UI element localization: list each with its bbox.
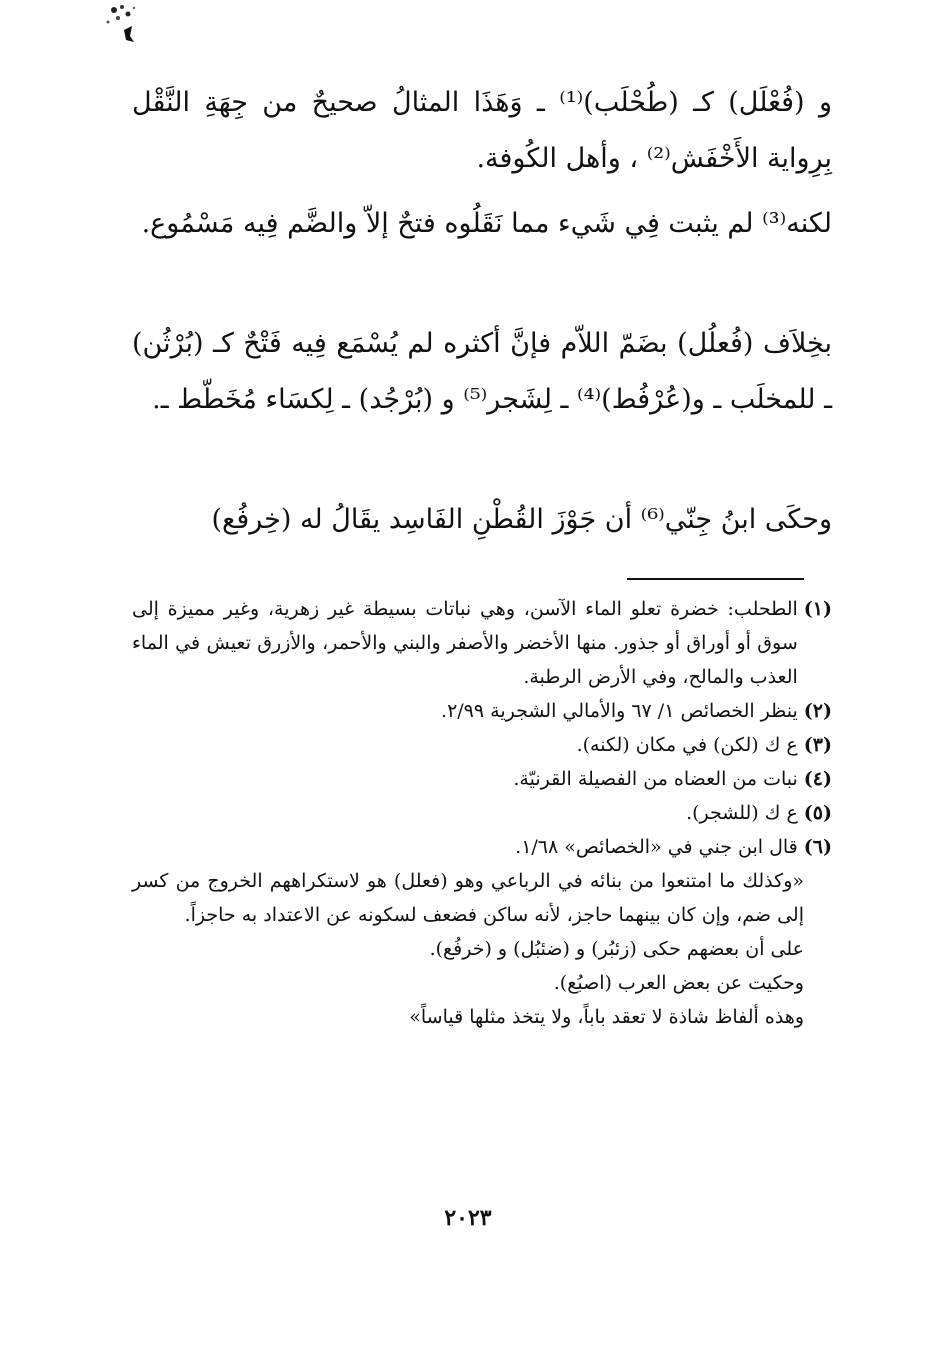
footnote-text: الطحلب: خضرة تعلو الماء الآسن، وهي نباتات بسيطة غير زهرية، وغير مميزة إلى سوق أو أوراق أو جذور. منها الأخضر والأصفر والبني والأحمر، والأزرق تعيش في الماء العذب والمالح، وفي الأرض الرطبة. <box>132 598 798 688</box>
footnote-5 <box>132 796 832 830</box>
footnote-number: (١) <box>803 598 832 620</box>
footnote-number: (٤) <box>803 768 832 790</box>
page-number: ٢٠٢٣ <box>444 1205 492 1231</box>
footnotes-section <box>132 592 832 1034</box>
footnote-4 <box>132 762 832 796</box>
ink-blot-mark <box>100 0 142 48</box>
footnote-number: (٦) <box>803 836 832 858</box>
footnote-2 <box>132 694 832 728</box>
footnote-text: قال ابن جني في «الخصائص» ١/٦٨. <box>515 836 798 858</box>
footnote-3 <box>132 728 832 762</box>
footnote-number: (٣) <box>803 734 832 756</box>
quote-line-1: على أن بعضهم حكى (زئبُر) و (ضئبُل) و (خرفُع). <box>429 938 804 960</box>
body-paragraph-1: و (فُعْلَل) كـ (طُحْلَب)⁽¹⁾ ـ وَهَذَا المثالُ صحيحٌ من جِهَةِ النَّقْل بِرِواية الأَخْفَش⁽²⁾ ، وأهل الكُوفة. <box>132 87 832 174</box>
quote-line-2: وحكيت عن بعض العرب (اصبُع). <box>553 972 804 994</box>
footnote-separator <box>627 578 804 580</box>
footnote-text: ينظر الخصائص ١/ ٦٧ والأمالي الشجرية ٢/٩٩. <box>441 700 798 722</box>
quote-paragraph: «وكذلك ما امتنعوا من بنائه في الرباعي وهو (فعلل) هو لاستكراههم الخروج من كسر إلى ضم، وإن كان بينهما حاجز، لأنه ساكن فضعف لسكونه عن الاعتداد به حاجزاً. <box>132 870 804 926</box>
footnote-6 <box>132 830 832 864</box>
body-paragraph-3: بخِلاَف (فُعلُل) بضَمّ اللاّم فإنَّ أكثره لم يُسْمَع فِيه فَتْحٌ كـ (بُرْثُن) ـ للمخلَب ـ و(عُرْفُط)⁽⁴⁾ ـ لِشَجر⁽⁵⁾ و (بُرْجُد) ـ لِكسَاء مُخَطّط ـ. <box>132 328 832 415</box>
footnote-number: (٢) <box>803 700 832 722</box>
footnote-text: نبات من العضاه من الفصيلة القرنيّة. <box>513 768 798 790</box>
footnote-1 <box>132 592 832 694</box>
footnote-text: ع ك (لكن) في مكان (لكنه). <box>576 734 798 756</box>
quote-line-3: وهذه ألفاظ شاذة لا تعقد باباً، ولا يتخذ مثلها قياساً» <box>409 1006 804 1028</box>
body-paragraph-2: لكنه⁽³⁾ لم يثبت فِي شَيء مما نَقَلُوه فتحٌ إلاّ والضَّم فِيه مَسْمُوع. <box>141 208 832 239</box>
footnote-text: ع ك (للشجر). <box>686 802 798 824</box>
footnote-number: (٥) <box>803 802 832 824</box>
body-paragraph-4: وحكَى ابنُ جِنّي⁽⁶⁾ أن جَوْزَ القُطْنِ الفَاسِد يقَالُ له (خِرفُع) <box>211 504 832 535</box>
